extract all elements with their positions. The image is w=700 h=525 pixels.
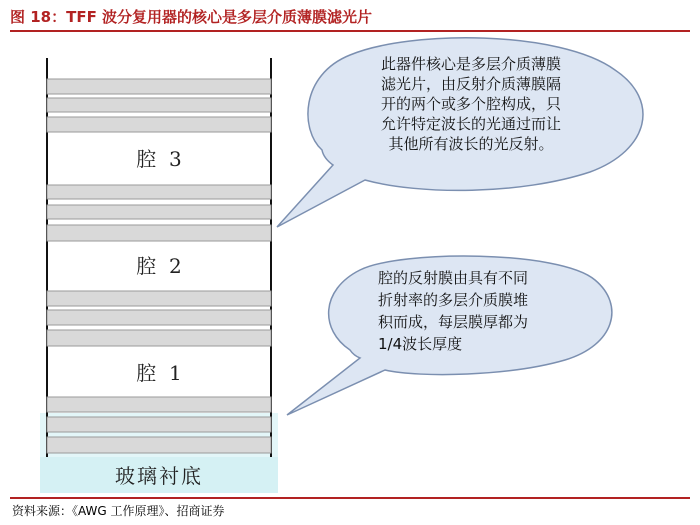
cavity-2-label: 腔 2 — [136, 254, 182, 278]
film-layer — [47, 79, 271, 94]
callout-1-line: 此器件核心是多层介质薄膜 — [380, 55, 562, 73]
callout-1-line: 其他所有波长的光反射。 — [388, 135, 554, 153]
film-layer — [47, 397, 271, 412]
callout-1-line: 允许特定波长的光通过而让 — [380, 115, 562, 133]
film-layer — [47, 437, 271, 453]
film-layer — [47, 417, 271, 432]
callout-2-line: 腔的反射膜由具有不同 — [378, 269, 529, 287]
film-layer — [47, 291, 271, 306]
film-layer — [47, 225, 271, 241]
source-note: 资料来源：《AWG 工作原理》、招商证券 — [12, 504, 225, 518]
callout-2-line: 积而成，每层膜厚都为 — [378, 313, 529, 331]
figure-title: 图 18：TFF 波分复用器的核心是多层介质薄膜滤光片 — [10, 8, 373, 26]
film-layer — [47, 205, 271, 219]
film-layer — [47, 98, 271, 112]
callout-2-line: 1/4波长厚度 — [378, 335, 463, 353]
callout-2-line: 折射率的多层介质膜堆 — [378, 291, 529, 309]
source-rule — [10, 497, 690, 499]
film-layer — [47, 185, 271, 199]
film-layer — [47, 330, 271, 346]
cavity-3-label: 腔 3 — [136, 147, 182, 171]
film-layer — [47, 117, 271, 132]
callout-1-line: 开的两个或多个腔构成，只 — [380, 95, 562, 113]
substrate-label: 玻璃衬底 — [115, 464, 203, 488]
film-layer — [47, 310, 271, 325]
cavity-1-label: 腔 1 — [136, 361, 182, 385]
callout-1-line: 滤光片，由反射介质薄膜隔 — [380, 75, 562, 93]
